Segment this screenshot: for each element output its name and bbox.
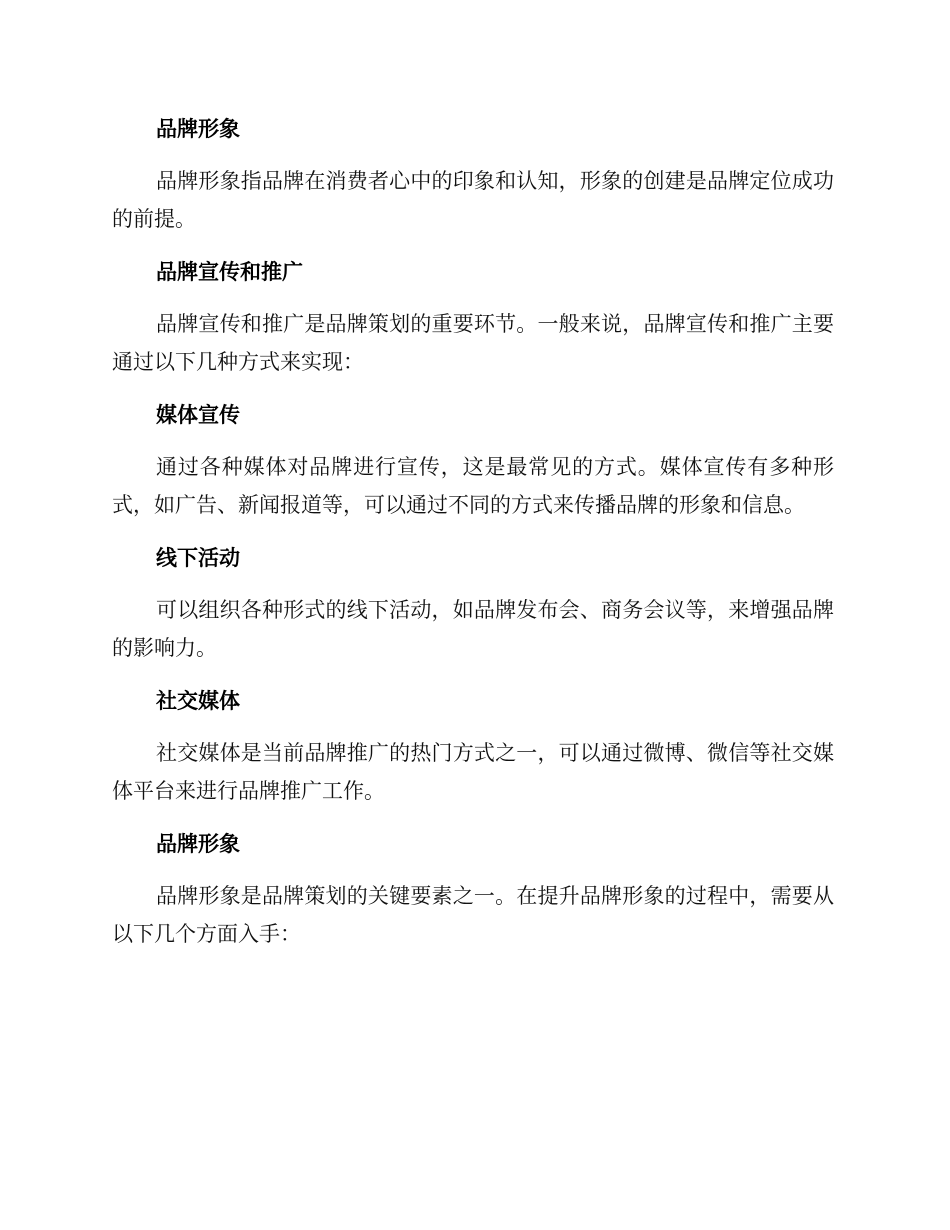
section-heading-brand-image-2: 品牌形象 bbox=[156, 832, 240, 856]
section-paragraph-brand-image-2: 品牌形象是品牌策划的关键要素之一。在提升品牌形象的过程中，需要从以下几个方面入手： bbox=[112, 884, 834, 946]
section-paragraph-brand-image: 品牌形象指品牌在消费者心中的印象和认知，形象的创建是品牌定位成功的前提。 bbox=[112, 169, 834, 231]
section-heading-media: 媒体宣传 bbox=[156, 403, 240, 427]
section-heading-offline-events: 线下活动 bbox=[156, 546, 240, 570]
section-paragraph-media: 通过各种媒体对品牌进行宣传，这是最常见的方式。媒体宣传有多种形式，如广告、新闻报道等，可以通过不同的方式来传播品牌的形象和信息。 bbox=[112, 455, 834, 517]
section-heading-social-media: 社交媒体 bbox=[156, 689, 240, 713]
section-heading-brand-image: 品牌形象 bbox=[156, 117, 240, 141]
document-body bbox=[112, 112, 834, 970]
section-heading-promotion: 品牌宣传和推广 bbox=[156, 260, 303, 284]
section-paragraph-social-media: 社交媒体是当前品牌推广的热门方式之一，可以通过微博、微信等社交媒体平台来进行品牌推广工作。 bbox=[112, 741, 834, 803]
section-paragraph-promotion: 品牌宣传和推广是品牌策划的重要环节。一般来说，品牌宣传和推广主要通过以下几种方式来实现： bbox=[112, 312, 834, 374]
section-paragraph-offline-events: 可以组织各种形式的线下活动，如品牌发布会、商务会议等，来增强品牌的影响力。 bbox=[112, 598, 834, 660]
